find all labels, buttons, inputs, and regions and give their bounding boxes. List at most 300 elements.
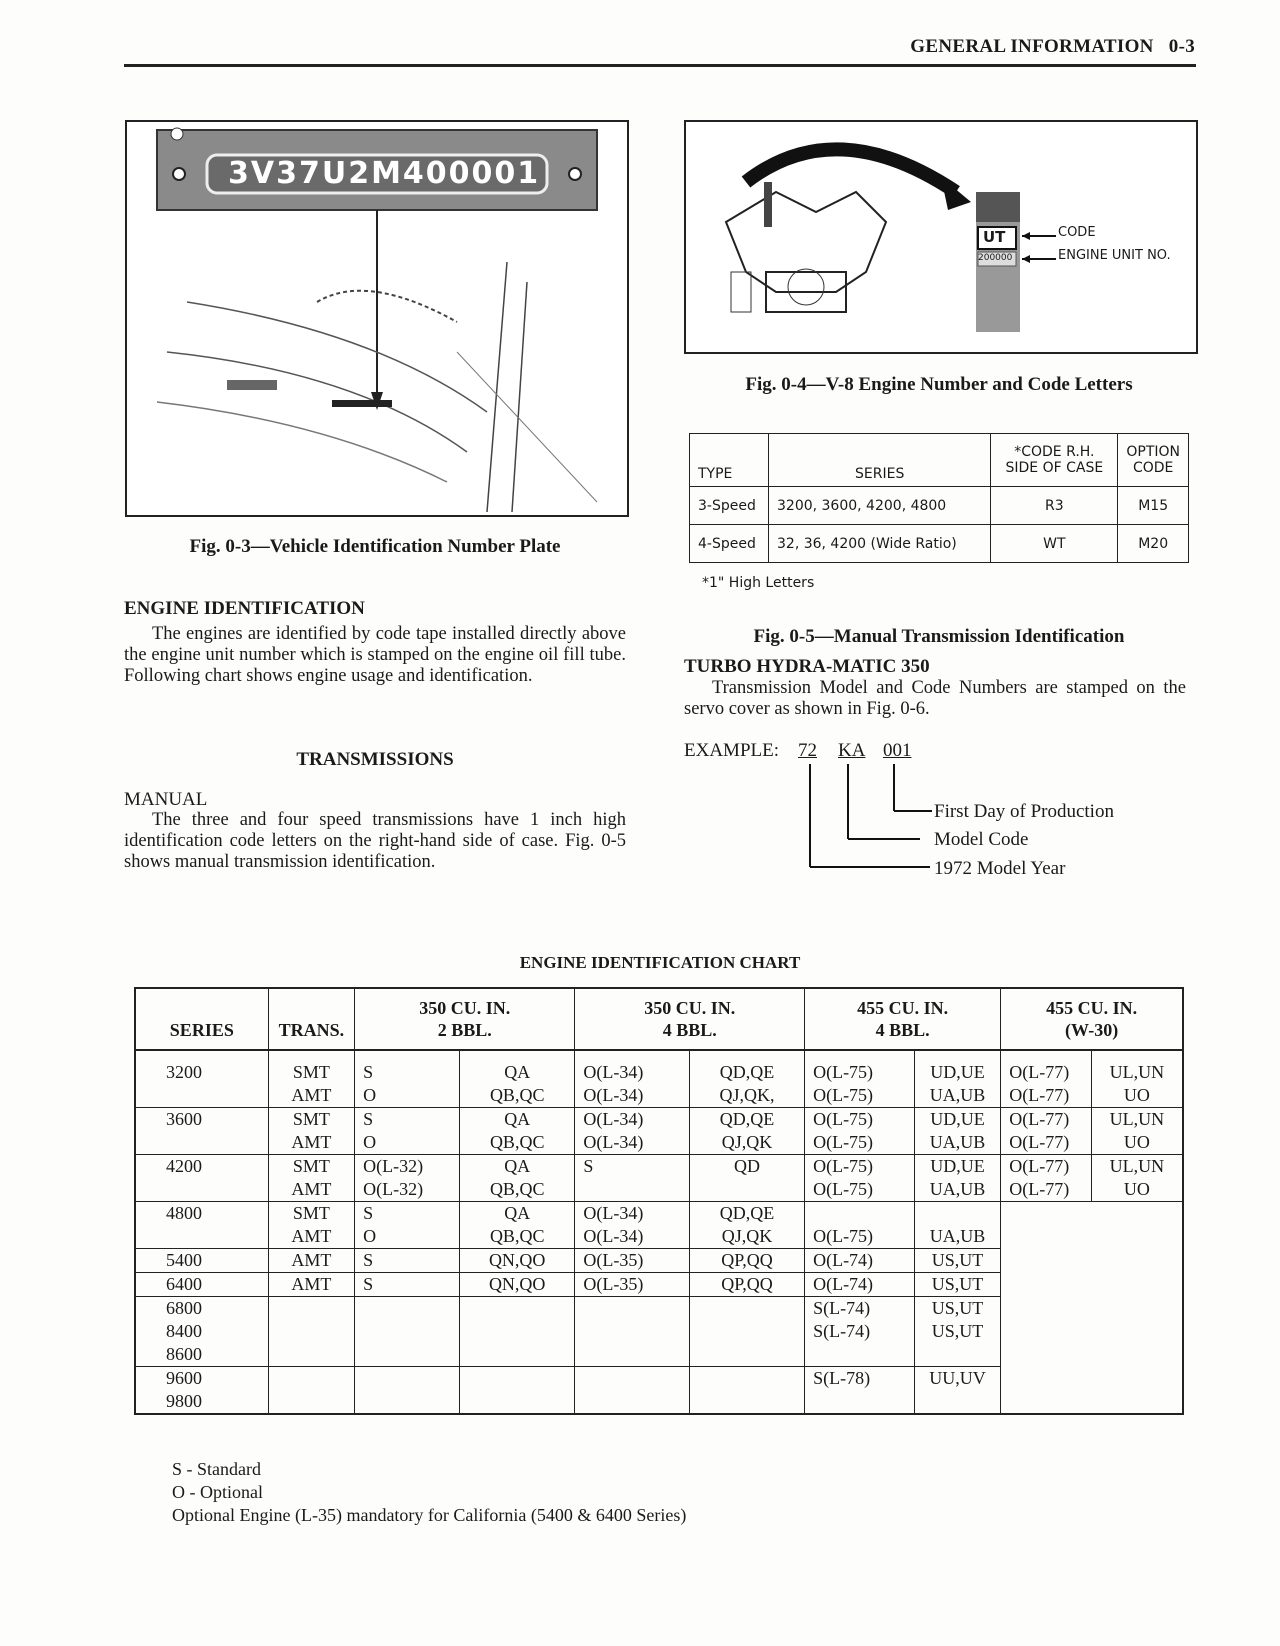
cell-stack [363,1061,451,1107]
cell-stack [1009,1108,1082,1154]
cell-value: 6800 [166,1298,202,1318]
chart-cell-a1 [355,1155,460,1202]
chart-cell-b2 [689,1202,804,1249]
cell-value: O(L-75) [813,1062,874,1082]
chart-row [135,1108,1183,1155]
chart-cell-b2 [689,1273,804,1297]
chart-cell-b2 [689,1155,804,1202]
cell-value [363,1367,451,1390]
cell-stack [813,1202,906,1248]
cell-value: 5400 [166,1250,202,1270]
cell-stack [583,1108,681,1154]
engine-id-heading: ENGINE IDENTIFICATION [124,598,365,619]
chart-row [135,1249,1183,1273]
code-cell: WT [991,525,1118,563]
cell-value: O(L-75) [813,1179,874,1199]
chart-cell-a2 [460,1273,575,1297]
cell-stack [468,1202,566,1248]
tape-unit-number: 200000 [978,253,1013,263]
engine-unit-label: ENGINE UNIT NO. [1058,248,1171,263]
chart-cell-trans [268,1202,355,1249]
cell-value: QA [504,1156,531,1176]
chart-row [135,1273,1183,1297]
cell-value: O(L-75) [813,1156,874,1176]
cell-value: US,UT [931,1274,984,1294]
engine-chart-title: ENGINE IDENTIFICATION CHART [519,953,801,972]
chart-cell-a1 [355,1202,460,1249]
cell-value: S(L-78) [813,1368,871,1388]
cell-value: 3600 [166,1109,202,1129]
cell-value [923,1343,992,1366]
cell-value: SMT [292,1156,330,1176]
chart-cell-trans [268,1050,355,1108]
cell-stack [1100,1155,1174,1201]
cell-value [583,1178,681,1201]
cell-value: UD,UE [930,1109,985,1129]
cell-stack [923,1202,992,1248]
chart-cell-c2 [914,1202,1000,1249]
cell-stack [277,1367,347,1413]
cell-value: UA,UB [929,1132,986,1152]
cell-value: O(L-32) [363,1179,424,1199]
cell-value: O(L-75) [813,1085,874,1105]
cell-stack [583,1273,681,1296]
cell-value: 8600 [166,1344,202,1364]
cell-value [1009,1367,1083,1390]
chart-cell-d2 [1091,1202,1183,1249]
cell-value: 9800 [166,1391,202,1411]
cell-value: UD,UE [930,1156,985,1176]
cell-value: 4800 [166,1203,202,1223]
cell-value [698,1343,796,1366]
header-line-2: (W-30) [1064,1020,1119,1040]
chart-cell-a1 [355,1297,460,1367]
cell-value [277,1367,347,1390]
cell-value [1099,1273,1174,1296]
cell-stack [923,1297,992,1366]
chart-cell-a1 [355,1273,460,1297]
fig-engine-code [684,120,1198,354]
cell-value [1009,1343,1083,1366]
cell-stack [166,1249,260,1272]
cell-value: O(L-32) [363,1156,424,1176]
cell-value: O(L-77) [1009,1062,1070,1082]
example-part-day: 001 [883,740,912,761]
header-350-4bbl [575,988,805,1050]
fig5-caption: Fig. 0-5—Manual Transmission Identification [753,626,1125,647]
cell-value: 6400 [166,1274,202,1294]
chart-cell-a2 [460,1367,575,1415]
cell-value: AMT [291,1085,332,1105]
header-line-2: 2 BBL. [437,1020,492,1040]
cell-stack [923,1108,992,1154]
cell-value [1009,1297,1083,1320]
cell-value: O(L-74) [813,1274,874,1294]
cell-value: 4200 [166,1156,202,1176]
cell-stack [1009,1249,1083,1272]
header-title: GENERAL INFORMATION [910,36,1154,57]
cell-value: US,UT [931,1250,984,1270]
cell-value [277,1297,347,1320]
cell-stack [583,1155,681,1201]
chart-cell-series [135,1202,268,1249]
chart-cell-c2 [914,1367,1000,1415]
cell-stack [698,1273,796,1296]
cell-value: QB,QC [489,1085,545,1105]
cell-value: UA,UB [929,1179,986,1199]
cell-value: O(L-34) [583,1226,644,1246]
cell-value: UO [1123,1179,1150,1199]
cell-stack [1009,1155,1082,1201]
cell-value [468,1390,566,1413]
cell-value [1099,1367,1174,1390]
cell-stack [583,1061,681,1107]
cell-value [698,1320,796,1343]
chart-cell-b1 [575,1108,690,1155]
fig4-caption: Fig. 0-4—V-8 Engine Number and Code Letters [745,374,1133,395]
cell-value: O(L-35) [583,1250,644,1270]
cell-value [166,1131,260,1154]
chart-cell-d2 [1091,1155,1183,1202]
cell-stack [277,1155,347,1201]
cell-value [1009,1225,1083,1248]
cell-value: QB,QC [489,1132,545,1152]
transmissions-heading: TRANSMISSIONS [296,749,454,770]
cell-value: SMT [292,1062,330,1082]
code-cell: R3 [991,487,1118,525]
chart-cell-d2 [1091,1108,1183,1155]
chart-cell-a2 [460,1108,575,1155]
cell-stack [923,1367,992,1413]
chart-cell-b1 [575,1202,690,1249]
cell-stack [1099,1249,1174,1272]
header-line-1: 455 CU. IN. [857,998,949,1018]
cell-value: O(L-34) [583,1085,644,1105]
cell-stack [583,1202,681,1248]
cell-stack [468,1108,566,1154]
header-option: OPTION CODE [1118,434,1189,487]
cell-value: O [363,1132,377,1152]
cell-stack [363,1155,451,1201]
cell-stack [698,1297,796,1366]
cell-value: O(L-77) [1009,1109,1070,1129]
series-cell: 32, 36, 4200 (Wide Ratio) [769,525,991,563]
header-455-4bbl [805,988,1001,1050]
cell-value [1099,1390,1174,1413]
header-line-1: 455 CU. IN. [1046,998,1138,1018]
cell-value: O(L-34) [583,1062,644,1082]
example-part-year: 72 [798,740,817,761]
cell-stack [277,1061,347,1107]
series-cell: 3200, 3600, 4200, 4800 [769,487,991,525]
cell-stack [363,1273,451,1296]
legend-model-year: 1972 Model Year [934,858,1066,879]
chart-cell-b1 [575,1367,690,1415]
chart-cell-c1 [805,1108,915,1155]
cell-stack [698,1249,796,1272]
chart-cell-c2 [914,1297,1000,1367]
chart-cell-d1 [1001,1273,1091,1297]
type-cell: 4-Speed [690,525,769,563]
cell-value: S [363,1062,374,1082]
cell-stack [583,1249,681,1272]
cell-value [1009,1273,1083,1296]
cell-stack [813,1273,906,1296]
trans-table-note: *1" High Letters [702,575,815,591]
cell-stack [1099,1297,1174,1366]
chart-cell-b2 [689,1108,804,1155]
cell-stack [923,1061,992,1107]
cell-value [1009,1202,1083,1225]
cell-value: SMT [292,1109,330,1129]
chart-cell-b1 [575,1297,690,1367]
engine-illustration [686,122,1196,352]
chart-cell-c1 [805,1050,915,1108]
cell-stack [813,1249,906,1272]
cell-value: UL,UN [1109,1109,1165,1129]
cell-value: S [363,1274,374,1294]
cell-stack [923,1155,992,1201]
cell-value [363,1343,451,1366]
cell-stack [698,1202,796,1248]
cell-value [813,1202,906,1225]
cell-value [583,1343,681,1366]
cell-value [698,1178,796,1201]
chart-cell-d2 [1091,1249,1183,1273]
chart-row [135,1155,1183,1202]
cell-value [277,1320,347,1343]
cell-stack [166,1108,260,1154]
chart-cell-trans [268,1155,355,1202]
chart-header-row [135,988,1183,1050]
cell-stack [166,1202,260,1248]
cell-value [698,1390,796,1413]
cell-value: QA [504,1062,531,1082]
cell-value [1099,1249,1174,1272]
cell-stack [583,1367,681,1413]
example-label: EXAMPLE: [684,740,779,761]
chart-cell-b2 [689,1050,804,1108]
chart-cell-c2 [914,1050,1000,1108]
cell-stack [1009,1367,1083,1413]
chart-cell-c1 [805,1297,915,1367]
option-cell: M20 [1118,525,1189,563]
cell-stack [698,1367,796,1413]
chart-row [135,1367,1183,1415]
legend-california-note: Optional Engine (L-35) mandatory for California (5400 & 6400 Series) [172,1505,687,1525]
chart-cell-b1 [575,1155,690,1202]
cell-stack [1099,1202,1174,1248]
cell-value: QP,QQ [721,1250,773,1270]
cell-stack [277,1273,347,1296]
cell-value: AMT [291,1179,332,1199]
cell-stack [923,1273,992,1296]
cell-value [468,1297,566,1320]
cell-value [363,1390,451,1413]
cell-value [923,1390,992,1413]
cell-stack [277,1108,347,1154]
cell-value: O(L-77) [1009,1179,1070,1199]
cell-value [1099,1320,1174,1343]
cell-value [583,1367,681,1390]
chart-cell-b2 [689,1249,804,1273]
cell-value: O(L-77) [1009,1156,1070,1176]
chart-cell-b1 [575,1249,690,1273]
chart-cell-series [135,1108,268,1155]
chart-cell-d1 [1001,1367,1091,1415]
cell-value: O(L-34) [583,1203,644,1223]
cell-value: O(L-34) [583,1109,644,1129]
cell-value: AMT [291,1274,332,1294]
cell-value [166,1084,260,1107]
cell-stack [277,1202,347,1248]
cell-stack [813,1155,906,1201]
chart-cell-series [135,1297,268,1367]
chart-cell-b2 [689,1297,804,1367]
cell-value [1099,1297,1174,1320]
cell-stack [1099,1273,1174,1296]
cell-value: S [583,1156,594,1176]
header-line-2: 4 BBL. [662,1020,717,1040]
table-row [690,525,1189,563]
cell-stack [468,1367,566,1413]
engine-id-text [124,624,626,687]
page-number: 0-3 [1168,36,1195,57]
cell-value [923,1202,992,1225]
cell-value [1009,1249,1083,1272]
cell-stack [363,1249,451,1272]
cell-value: QJ,QK, [719,1085,775,1105]
cell-value: QJ,QK [721,1132,773,1152]
chart-cell-c2 [914,1155,1000,1202]
cell-stack [698,1061,796,1107]
manual-heading: MANUAL [124,789,208,810]
cell-value: O(L-75) [813,1226,874,1246]
cell-stack [1099,1367,1174,1413]
cell-value [363,1297,451,1320]
tape-code: UT [983,228,1006,246]
chart-cell-a1 [355,1108,460,1155]
chart-cell-a2 [460,1297,575,1367]
legend-first-day: First Day of Production [934,801,1114,822]
header-line-1: 350 CU. IN. [644,998,736,1018]
cell-stack [166,1367,260,1413]
chart-cell-d1 [1001,1108,1091,1155]
turbo-paragraph: Transmission Model and Code Numbers are stamped on the servo cover as shown in Fig. 0-6. [684,678,1186,719]
chart-cell-d1 [1001,1050,1091,1108]
chart-body [135,1050,1183,1414]
cell-stack [166,1061,260,1107]
chart-row [135,1297,1183,1367]
chart-cell-b1 [575,1273,690,1297]
cell-stack [363,1108,451,1154]
chart-cell-trans [268,1249,355,1273]
cell-value: US,UT [931,1321,984,1341]
cell-stack [1009,1273,1083,1296]
legend-model-code: Model Code [934,829,1029,850]
cell-stack [813,1367,906,1413]
cell-value: UO [1123,1132,1150,1152]
code-label: CODE [1058,225,1096,240]
header-rule [124,64,1196,67]
chart-legend [172,1458,686,1527]
cell-value: S(L-74) [813,1298,871,1318]
chart-cell-c1 [805,1273,915,1297]
cell-value: UO [1123,1085,1150,1105]
cell-value: O(L-77) [1009,1132,1070,1152]
cell-value [468,1367,566,1390]
cell-stack [468,1061,566,1107]
chart-cell-a2 [460,1249,575,1273]
header-series: SERIES [135,988,268,1050]
chart-cell-a1 [355,1249,460,1273]
cell-stack [1009,1202,1083,1248]
cell-value [1099,1202,1174,1225]
cell-value: S [363,1109,374,1129]
cell-value [468,1343,566,1366]
cell-value: 3200 [166,1062,202,1082]
chart-cell-a1 [355,1367,460,1415]
cell-value: AMT [291,1250,332,1270]
chart-cell-c1 [805,1202,915,1249]
cell-value [1099,1343,1174,1366]
cell-value: 8400 [166,1321,202,1341]
chart-cell-c1 [805,1249,915,1273]
cell-value: O(L-74) [813,1250,874,1270]
cell-value: O(L-35) [583,1274,644,1294]
cell-value [1099,1225,1174,1248]
cell-value [277,1390,347,1413]
cell-stack [1100,1108,1174,1154]
cell-stack [698,1108,796,1154]
cell-value: S [363,1250,374,1270]
chart-cell-a2 [460,1155,575,1202]
table-header-row [690,434,1189,487]
header-type: TYPE [690,434,769,487]
header-trans: TRANS. [268,988,355,1050]
legend-standard: S - Standard [172,1459,261,1479]
cell-value: QJ,QK [721,1226,773,1246]
chart-cell-d2 [1091,1273,1183,1297]
chart-cell-d1 [1001,1155,1091,1202]
header-series: SERIES [769,434,991,487]
chart-cell-trans [268,1273,355,1297]
chart-cell-d2 [1091,1050,1183,1108]
chart-row [135,1202,1183,1249]
cell-stack [166,1273,260,1296]
chart-cell-c2 [914,1249,1000,1273]
cell-value: O(L-34) [583,1132,644,1152]
cell-value: S(L-74) [813,1321,871,1341]
cell-value: QN,QO [488,1274,546,1294]
chart-cell-series [135,1273,268,1297]
cell-value [698,1297,796,1320]
cell-value: 9600 [166,1368,202,1388]
table-row [690,487,1189,525]
cell-stack [813,1061,906,1107]
cell-stack [813,1297,906,1366]
chart-cell-series [135,1367,268,1415]
cell-value: UU,UV [929,1368,986,1388]
engine-id-paragraph: The engines are identified by code tape installed directly above the engine unit number which is stamped on the engine oil fill tube. Following chart shows engine usage and identification. [124,624,626,686]
cell-stack [277,1249,347,1272]
cell-value [583,1297,681,1320]
cell-stack [363,1367,451,1413]
cell-stack [166,1297,260,1366]
cell-value: QD,QE [719,1062,775,1082]
chart-cell-c2 [914,1108,1000,1155]
chart-cell-a2 [460,1050,575,1108]
